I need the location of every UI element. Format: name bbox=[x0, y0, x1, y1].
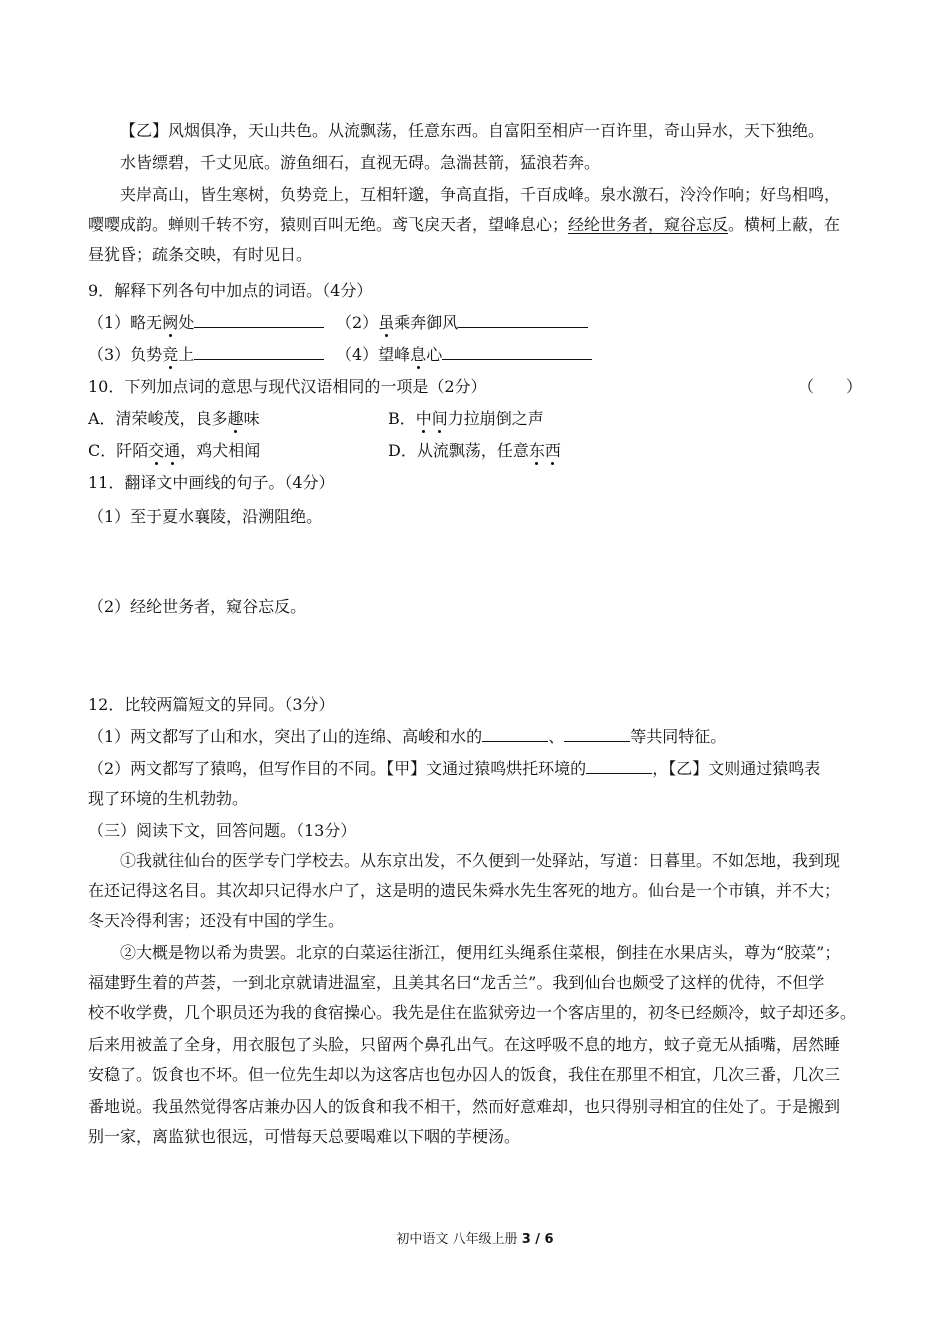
item-text: （1）略无 bbox=[88, 313, 163, 332]
question-9-item-3 bbox=[88, 344, 324, 366]
underlined-sentence: 经纶世务者，窥谷忘反 bbox=[568, 215, 729, 234]
item-text: 处 bbox=[178, 313, 195, 332]
section-3-para-2-line: ②大概是物以希为贵罢。北京的白菜运往浙江，便用红头绳系住菜根，倒挂在水果店头，尊为“胶菜”； bbox=[120, 943, 841, 962]
question-10-title: 10．下列加点词的意思与现代汉语相同的一项是（2分） bbox=[88, 377, 487, 396]
section-3-title: （三）阅读下文，回答问题。（13分） bbox=[88, 821, 357, 840]
passage-yi-line-1: 【乙】风烟俱净，天山共色。从流飘荡，任意东西。自富阳至相庐一百许里，奇山异水，天下独绝。 bbox=[120, 121, 825, 140]
footer-text: 初中语文 八年级上册 bbox=[396, 1232, 522, 1247]
page-number: 3 / 6 bbox=[521, 1232, 554, 1247]
item-text: 上 bbox=[178, 345, 195, 364]
passage-yi-line-3: 夹岸高山，皆生寒树，负势竞上，互相轩邈，争高直指，千百成峰。泉水激石，泠泠作响；好鸟相鸣， bbox=[120, 185, 841, 204]
answer-blank[interactable] bbox=[586, 758, 652, 774]
question-9-item-1 bbox=[88, 312, 324, 334]
dotted-word: 中 bbox=[415, 409, 432, 428]
option-text: B． bbox=[388, 409, 416, 428]
item-text: 等共同特征。 bbox=[630, 727, 727, 746]
passage-yi-line-4 bbox=[88, 214, 840, 236]
question-10-option-a[interactable] bbox=[88, 408, 260, 430]
option-text: 味 bbox=[243, 409, 260, 428]
dotted-word: 通 bbox=[164, 441, 181, 460]
dotted-word: 息 bbox=[410, 345, 427, 364]
answer-parentheses[interactable]: （ ） bbox=[798, 377, 863, 396]
question-10-option-d[interactable] bbox=[388, 440, 561, 462]
page-footer bbox=[0, 1228, 950, 1247]
item-text: （4）望峰 bbox=[336, 345, 411, 364]
section-3-para-1-line: 冬天冷得利害；还没有中国的学生。 bbox=[88, 911, 345, 930]
dotted-word: 东 bbox=[528, 441, 545, 460]
option-text: C．阡陌 bbox=[88, 441, 149, 460]
question-9-item-4 bbox=[336, 344, 592, 366]
item-text: （2）两文都写了猿鸣，但写作目的不同。【甲】文通过猿鸣烘托环境的 bbox=[88, 759, 587, 778]
question-11-title: 11．翻译文中画线的句子。（4分） bbox=[88, 473, 335, 492]
dotted-word: 竞 bbox=[162, 345, 179, 364]
dotted-word: 交 bbox=[148, 441, 165, 460]
question-9-title: 9．解释下列各句中加点的词语。（4分） bbox=[88, 281, 373, 300]
option-text: ，鸡犬相闻 bbox=[180, 441, 261, 460]
question-12-item-2 bbox=[88, 758, 820, 780]
dotted-word: 趣 bbox=[227, 409, 244, 428]
question-12-item-2-cont: 现了环境的生机勃勃。 bbox=[88, 789, 249, 808]
answer-blank[interactable] bbox=[442, 344, 592, 360]
question-11-sentence-2: （2）经纶世务者，窥谷忘反。 bbox=[88, 597, 307, 616]
item-text: （2） bbox=[336, 313, 379, 332]
item-text: 心 bbox=[426, 345, 443, 364]
passage-yi-line-2: 水皆缥碧，千丈见底。游鱼细石，直视无碍。急湍甚箭，猛浪若奔。 bbox=[120, 153, 601, 172]
item-text: ，【乙】文则通过猿鸣表 bbox=[652, 759, 821, 778]
passage-yi-line-5: 昼犹昏；疏条交映，有时见日。 bbox=[88, 245, 313, 264]
item-text: （1）两文都写了山和水，突出了山的连绵、高峻和水的 bbox=[88, 727, 483, 746]
option-text: 力拉崩倒之声 bbox=[447, 409, 544, 428]
passage-text: 。横柯上蔽，在 bbox=[728, 215, 841, 234]
question-10-option-c[interactable] bbox=[88, 440, 260, 462]
option-text: A．清荣峻茂，良多 bbox=[88, 409, 228, 428]
answer-blank[interactable] bbox=[458, 312, 588, 328]
question-11-sentence-1: （1）至于夏水襄陵，沿溯阻绝。 bbox=[88, 507, 323, 526]
section-3-para-2-line: 校不收学费，几个职员还为我的食宿操心。我先是住在监狱旁边一个客店里的，初冬已经颇冷，蚊子却还多。 bbox=[88, 1003, 857, 1022]
option-text: D．从流飘荡，任意 bbox=[388, 441, 529, 460]
item-text: 乘奔御风 bbox=[394, 313, 459, 332]
answer-blank[interactable] bbox=[482, 726, 548, 742]
item-text: 、 bbox=[548, 727, 565, 746]
section-3-para-2-line: 别一家，离监狱也很远，可惜每天总要喝难以下咽的芋梗汤。 bbox=[88, 1127, 521, 1146]
dotted-word: 阙 bbox=[162, 313, 179, 332]
dotted-word: 西 bbox=[544, 441, 561, 460]
section-3-para-2-line: 后来用被盖了全身，用衣服包了头脸，只留两个鼻孔出气。在这呼吸不息的地方，蚊子竟无从插嘴，居然睡 bbox=[88, 1035, 841, 1054]
answer-blank[interactable] bbox=[564, 726, 630, 742]
passage-text: 嘤嘤成韵。蝉则千转不穷，猿则百叫无绝。鸢飞戾天者，望峰息心； bbox=[88, 215, 569, 234]
answer-blank[interactable] bbox=[194, 344, 324, 360]
question-12-item-1 bbox=[88, 726, 726, 748]
section-3-para-2-line: 福建野生着的芦荟，一到北京就请进温室，且美其名曰“龙舌兰”。我到仙台也颇受了这样的优待，不但学 bbox=[88, 973, 825, 992]
item-text: （3）负势 bbox=[88, 345, 163, 364]
dotted-word: 间 bbox=[431, 409, 448, 428]
section-3-para-1-line: ①我就往仙台的医学专门学校去。从东京出发，不久便到一处驿站，写道：日暮里。不如怎地，我到现 bbox=[120, 851, 841, 870]
question-12-title: 12．比较两篇短文的异同。（3分） bbox=[88, 695, 335, 714]
section-3-para-1-line: 在还记得这名目。其次却只记得水户了，这是明的遗民朱舜水先生客死的地方。仙台是一个市镇，并不大； bbox=[88, 881, 841, 900]
dotted-word: 虽 bbox=[378, 313, 395, 332]
answer-blank[interactable] bbox=[194, 312, 324, 328]
section-3-para-2-line: 安稳了。饭食也不坏。但一位先生却以为这客店也包办囚人的饭食，我住在那里不相宜，几次三番，几次三 bbox=[88, 1065, 841, 1084]
question-9-item-2 bbox=[336, 312, 588, 334]
question-10-option-b[interactable] bbox=[388, 408, 544, 430]
section-3-para-2-line: 番地说。我虽然觉得客店兼办囚人的饭食和我不相干，然而好意难却，也只得别寻相宜的住处了。于是搬到 bbox=[88, 1097, 841, 1116]
